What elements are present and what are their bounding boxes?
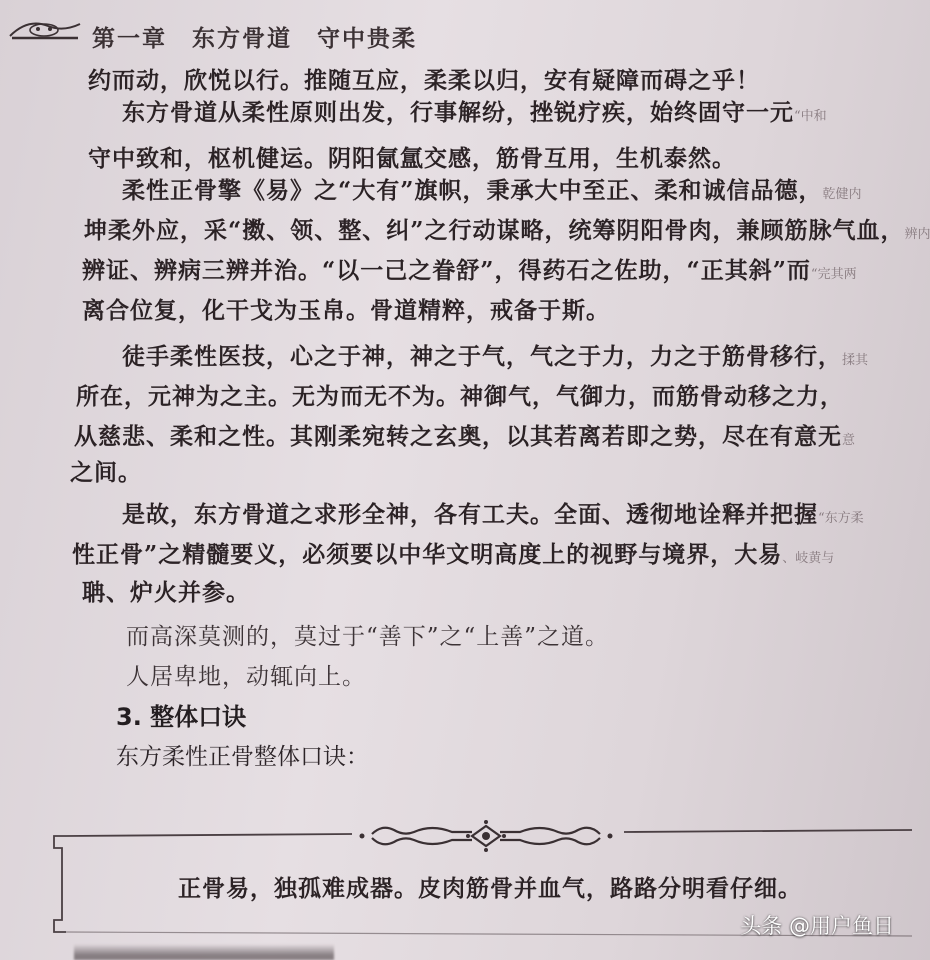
text-line [74, 500, 864, 534]
line-text: 是故，东方骨道之求形全神，各有工夫。全面、透彻地诠释并把握 [74, 501, 818, 528]
text-line [70, 458, 142, 488]
margin-note: 乾健内 [822, 187, 862, 202]
section-intro: 东方柔性正骨整体口诀： [116, 744, 369, 770]
line-text: 坤柔外应，采“擞、领、整、纠”之行动谋略，统筹阴阳骨肉，兼顾筋脉气血， [84, 217, 905, 244]
text-line [74, 342, 868, 376]
line-text: 离合位复，化干戈为玉帛。骨道精粹，戒备于斯。 [82, 297, 610, 324]
text-line [82, 578, 250, 608]
margin-note: 揉其 [842, 353, 869, 368]
text-line [74, 98, 827, 132]
text-line [74, 422, 855, 456]
line-text: 东方骨道从柔性原则出发，行事解纷，挫锐疗疾，始终固守一元 [74, 99, 794, 126]
chapter-title: 第一章 东方骨道 守中贵柔 [92, 25, 417, 52]
text-line [74, 176, 861, 210]
line-text: 从慈悲、柔和之性。其刚柔宛转之玄奥，以其若离若即之势，尽在有意无 [74, 423, 842, 450]
text-line [88, 144, 736, 174]
text-line [76, 382, 844, 412]
line-text: 人居卑地，动辄向上。 [78, 664, 366, 690]
margin-note: “东方柔 [818, 511, 864, 526]
line-text: 聃、炉火并参。 [82, 579, 250, 606]
line-text: 辨证、辨病三辨并治。“以一己之眷舒”，得药石之佐助，“正其斜”而 [82, 257, 811, 284]
cropped-next-line [74, 944, 334, 960]
text-line [78, 622, 609, 652]
section-heading: 3. 整体口诀 [116, 703, 247, 731]
line-text: 徒手柔性医技，心之于神，神之于气，气之于力，力之于筋骨移行， [74, 343, 842, 370]
line-text: 所在，元神为之主。无为而无不为。神御气，气御力，而筋骨动移之力， [76, 383, 844, 410]
page-header [0, 8, 912, 56]
text-line [78, 662, 366, 692]
margin-note: 意 [842, 433, 856, 448]
text-line [88, 66, 760, 96]
text-line [82, 256, 857, 290]
text-line [84, 216, 930, 250]
margin-note: “中和 [794, 109, 827, 124]
line-text: 性正骨”之精髓要义，必须要以中华文明高度上的视野与境界，大易 [72, 541, 783, 568]
text-line [72, 540, 834, 574]
line-text: 守中致和，枢机健运。阴阳氤氲交感，筋骨互用，生机泰然。 [88, 145, 736, 172]
formula-text: 正骨易，独孤难成器。皮肉筋骨并血气，路路分明看仔细。 [178, 875, 802, 902]
text-line [82, 296, 610, 326]
line-text: 约而动，欣悦以行。推随互应，柔柔以归，安有疑障而碍之乎！ [88, 67, 760, 94]
margin-note: 辨内 [904, 227, 930, 242]
line-text: 之间。 [70, 459, 142, 486]
margin-note: 、岐黄与 [782, 551, 835, 566]
line-text: 柔性正骨擎《易》之“大有”旗帜，秉承大中至正、柔和诚信品德， [74, 177, 823, 204]
watermark: 头条 @用户鱼日 [740, 914, 894, 938]
header-ornament-icon [8, 16, 82, 42]
margin-note: “完其两 [810, 267, 857, 282]
line-text: 而高深莫测的，莫过于“善下”之“上善”之道。 [78, 624, 610, 650]
